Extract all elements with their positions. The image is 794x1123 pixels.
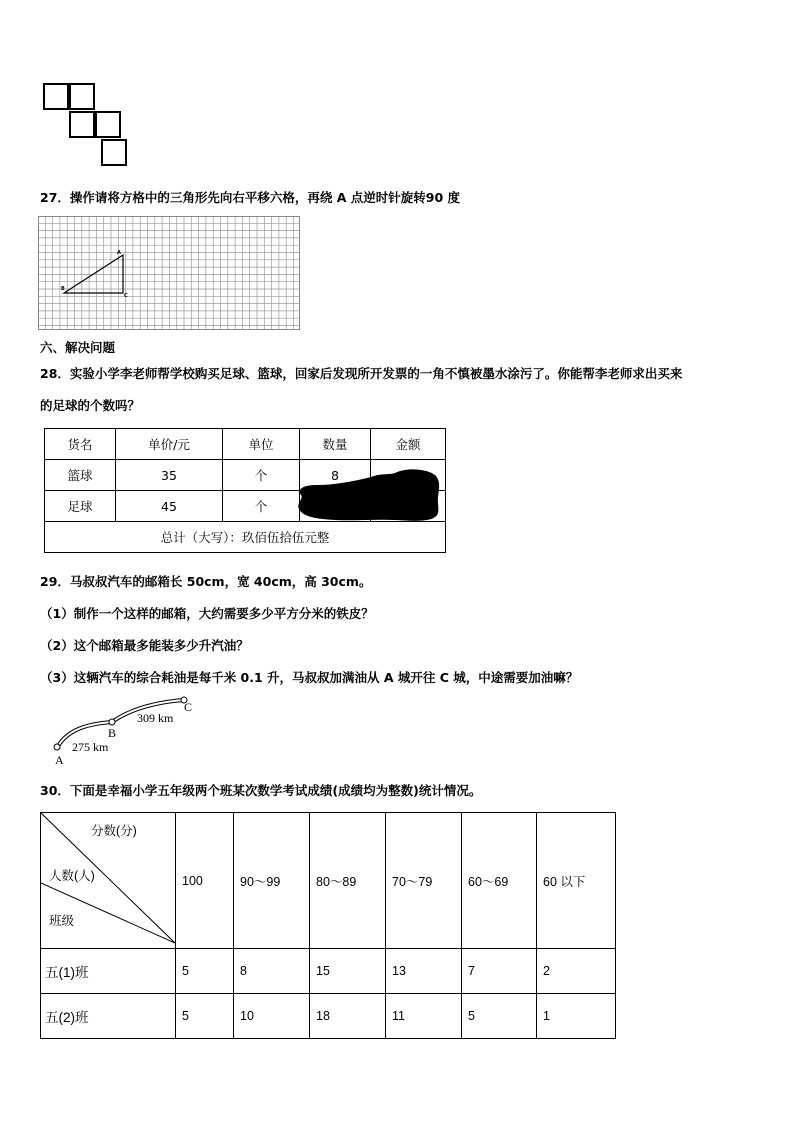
cell: 篮球	[45, 460, 116, 491]
q30-text: 30．下面是幸福小学五年级两个班某次数学考试成绩(成绩均为整数)统计情况。	[40, 783, 482, 798]
header-cell: 60～69	[462, 813, 537, 949]
net-square	[69, 83, 95, 110]
route-label-c: C	[184, 700, 193, 714]
cell: 5	[176, 949, 234, 994]
q28-line1: 28．实验小学李老师帮学校购买足球、篮球，回家后发现所开发票的一角不慎被墨水涂污了。你能帮李老师求出买来	[40, 366, 683, 381]
net-square	[101, 139, 127, 166]
cell: 13	[386, 949, 462, 994]
corner-top: 分数(分)	[91, 824, 137, 838]
cell: 个	[223, 460, 300, 491]
header-cell: 100	[176, 813, 234, 949]
header-cell: 90～99	[234, 813, 310, 949]
point-b	[109, 719, 115, 725]
route-diagram	[40, 690, 220, 770]
header-cell: 单位	[223, 429, 300, 460]
header-cell: 货名	[45, 429, 116, 460]
cell: 2	[537, 949, 616, 994]
q29-sub2: （2）这个邮箱最多能装多少升汽油？	[40, 638, 249, 653]
cell: 5	[462, 994, 537, 1039]
net-square	[95, 111, 121, 138]
corner-middle: 人数(人)	[49, 869, 95, 883]
header-cell: 70～79	[386, 813, 462, 949]
q29-text: 29．马叔叔汽车的邮箱长 50cm，宽 40cm，高 30cm。	[40, 574, 372, 589]
cell: 10	[234, 994, 310, 1039]
net-square	[69, 111, 95, 138]
invoice-total-row	[45, 522, 446, 553]
corner-bottom: 班级	[49, 914, 75, 928]
cell: 45	[116, 491, 223, 522]
cell: 1	[537, 994, 616, 1039]
class-name: 五(1)班	[41, 949, 176, 994]
corner-cell	[41, 813, 176, 949]
q29-sub3: （3）这辆汽车的综合耗油是每千米 0.1 升，马叔叔加满油从 A 城开往 C 城，中途需要加油嘛？	[40, 670, 579, 685]
label-a: A	[117, 250, 121, 256]
route-distance-bc: 309 km	[137, 711, 174, 725]
cell: 11	[386, 994, 462, 1039]
cube-net-figure	[40, 80, 135, 175]
class-name: 五(2)班	[41, 994, 176, 1039]
cell: 18	[310, 994, 386, 1039]
q27-grid	[38, 216, 300, 330]
route-distance-ab: 275 km	[72, 740, 109, 754]
net-square	[43, 83, 69, 110]
cell: 35	[116, 460, 223, 491]
score-row	[41, 994, 616, 1039]
cell: 7	[462, 949, 537, 994]
cell: 8	[234, 949, 310, 994]
cell: 8	[300, 460, 371, 491]
header-cell: 金额	[371, 429, 446, 460]
cell: 5	[176, 994, 234, 1039]
header-cell: 60 以下	[537, 813, 616, 949]
score-row	[41, 949, 616, 994]
total-cell: 总计（大写）：玖佰伍拾伍元整	[45, 522, 446, 553]
q27-text: 27．操作请将方格中的三角形先向右平移六格，再绕 A 点逆时针旋转90 度	[40, 190, 461, 205]
header-cell: 数量	[300, 429, 371, 460]
header-cell: 80～89	[310, 813, 386, 949]
q29-sub1: （1）制作一个这样的邮箱，大约需要多少平方分米的铁皮？	[40, 606, 374, 621]
route-label-b: B	[108, 726, 117, 740]
invoice-header-row	[45, 429, 446, 460]
section-title: 六、解决问题	[40, 340, 116, 355]
ink-blot	[295, 465, 443, 525]
cell: 个	[223, 491, 300, 522]
label-b: B	[61, 286, 65, 292]
header-cell: 单价/元	[116, 429, 223, 460]
cell: 足球	[45, 491, 116, 522]
point-a	[54, 744, 60, 750]
triangle-abc	[64, 255, 123, 293]
score-table	[40, 812, 616, 1039]
cell: 15	[310, 949, 386, 994]
score-header-row	[41, 813, 616, 949]
label-c: C	[124, 293, 128, 299]
q28-line2: 的足球的个数吗？	[40, 398, 141, 413]
route-label-a: A	[55, 753, 64, 767]
